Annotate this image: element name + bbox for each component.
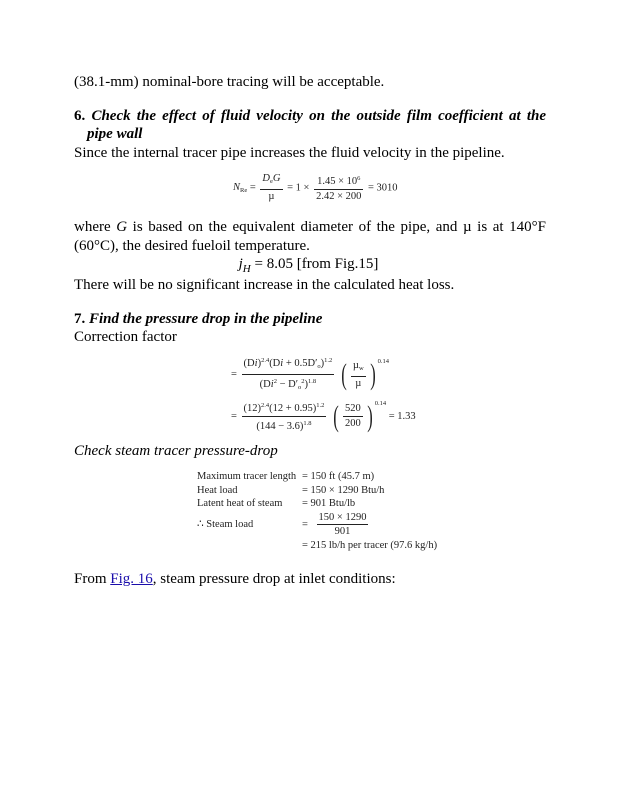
steam-row: Latent heat of steam = 901 Btu/lb <box>197 498 356 509</box>
jh-line: $j_H = 8.05$ [from Fig.15] <box>238 256 379 275</box>
steam-row: Maximum tracer length = 150 ft (45.7 m) <box>197 471 375 482</box>
eq-result: = 3010 <box>368 182 398 194</box>
section-6-title-line2: pipe wall <box>87 126 143 142</box>
paragraph-tracing: (38.1-mm) nominal-bore tracing will be acceptable. <box>74 74 385 90</box>
steam-row: ∴ Steam load = $\frac{150 \times 1290}{901}$ <box>197 511 367 537</box>
steam-row: = 215 lb/h per tracer (97.6 kg/h) <box>302 539 438 551</box>
section-6-heading-cont <box>87 125 546 143</box>
eq-mid: = 1 × <box>287 182 310 194</box>
reynolds-equation: $N_{Re}$ = $\frac{D_eG}{\text{µ}}$ = 1 × $\frac{1.45 \times 10^6}{2.42 \times 200}$ = 3010 <box>233 173 398 202</box>
section-6-body: Since the internal tracer pipe increases the fluid velocity in the pipeline. <box>74 145 505 161</box>
no-increase-line: There will be no significant increase in the calculated heat loss. <box>74 277 455 293</box>
correction-equation-row2: = $\frac{(12)^{2.4}(12 + 0.95)^{1.2}}{(144 - 3.6)^{1.8}}$ ( $\frac{520}{200}$ ) $^{0.14}$ = 1.33 <box>231 399 416 433</box>
steam-calc-block <box>197 470 437 552</box>
from-fig16-line: From Fig. 16, steam pressure drop at inlet conditions: <box>74 571 396 587</box>
section-6-title-line1: Check the effect of fluid velocity on the outside film coefficient at the <box>91 108 547 124</box>
where-line-1: where G is based on the equivalent diameter of the pipe, and µ is at 140°F <box>74 219 546 235</box>
correction-factor-label: Correction factor <box>74 329 177 345</box>
steam-row: Heat load = 150 × 1290 Btu/h <box>197 484 385 496</box>
section-6-heading <box>74 107 546 125</box>
eq-lhs: $N_{Re}$ <box>233 182 248 195</box>
check-steam-heading: Check steam tracer pressure-drop <box>74 443 278 459</box>
fig-16-link[interactable]: Fig. 16 <box>110 571 153 587</box>
where-line-2: (60°C), the desired fueloil temperature. <box>74 238 310 254</box>
correction-equation-row1: = $\frac{(Di)^{2.4}(Di + 0.5D'_o)^{1.2}}{(Di^2 - D'_o^2)^{1.8}}$ ( $\frac{\mu_w}{\text{µ}}$ ) $^{0.14}$ <box>231 357 390 391</box>
section-7-heading: 7. Find the pressure drop in the pipeline <box>74 311 323 327</box>
section-6-number: 6. <box>74 108 86 124</box>
eq-fraction-2: $\frac{1.45 \times 10^6}{2.42 \times 200}$ <box>316 175 362 202</box>
eq-fraction-1: $\frac{D_eG}{\text{µ}}$ <box>262 173 281 202</box>
